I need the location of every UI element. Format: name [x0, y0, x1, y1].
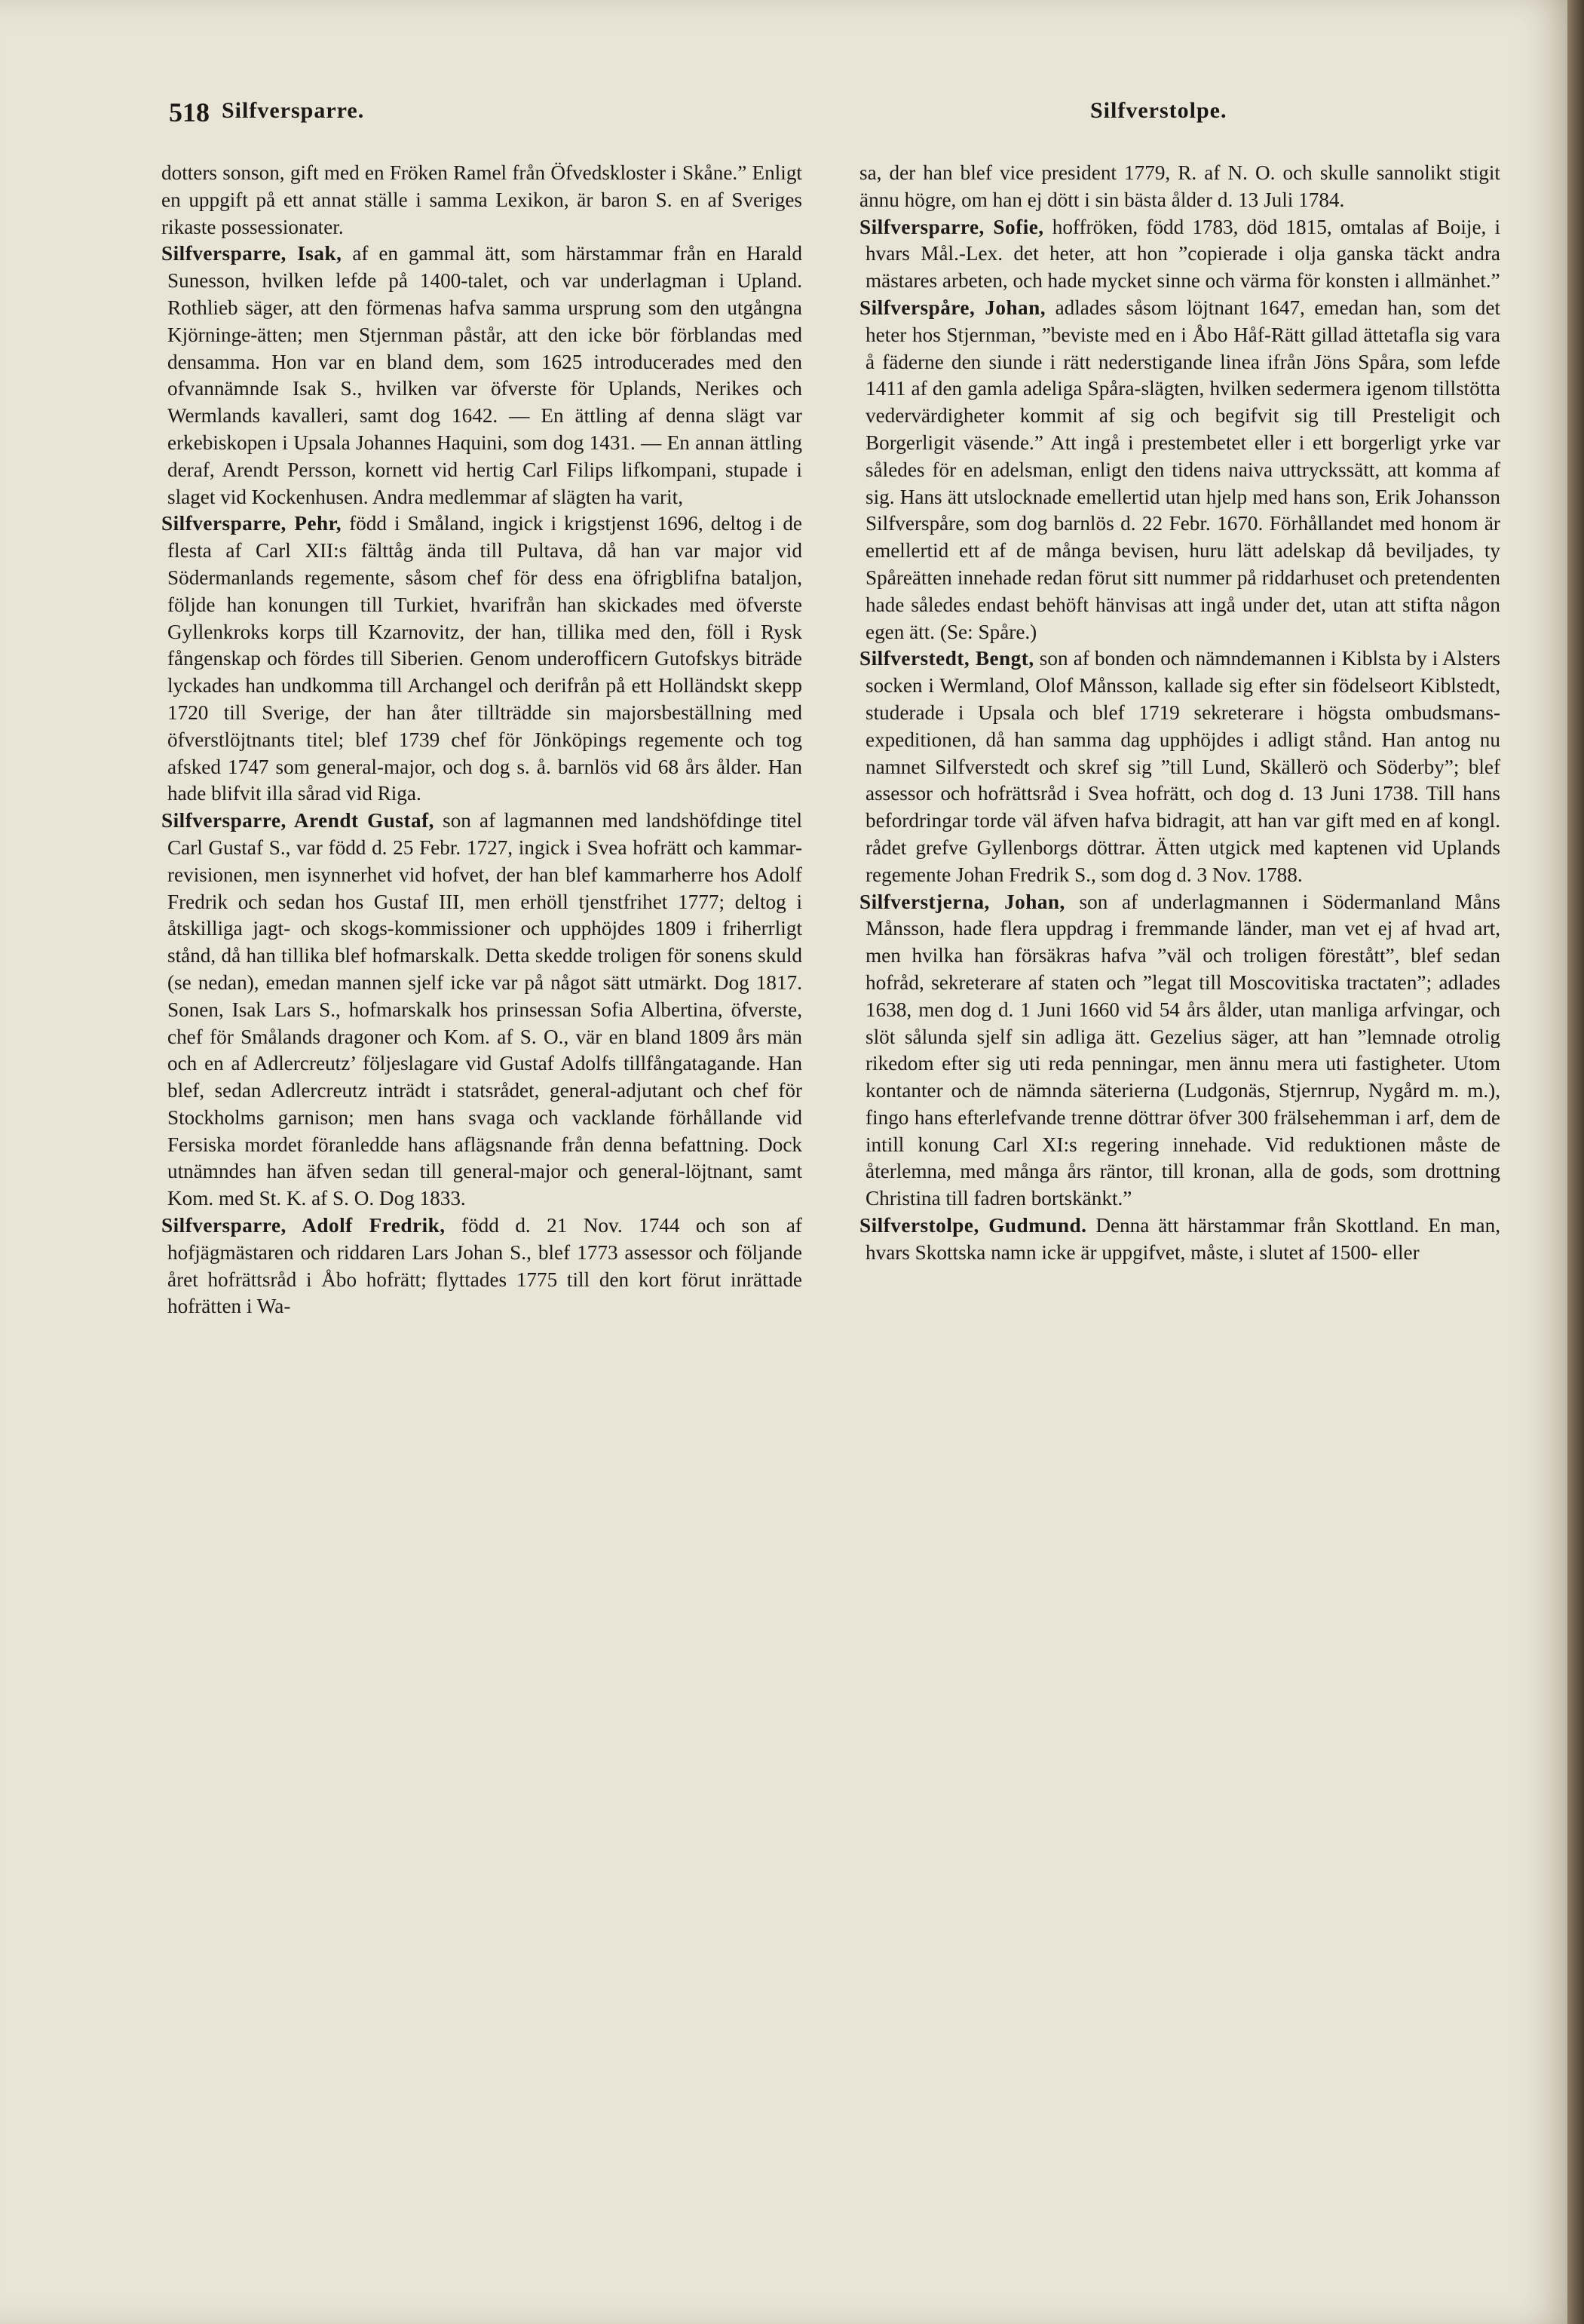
entry-headword: Silfversparre, Arendt Gustaf, — [161, 809, 434, 832]
book-spine-edge — [1567, 0, 1584, 2324]
entry-headword: Silfverstedt, Bengt, — [859, 647, 1034, 670]
page-header — [169, 97, 1517, 134]
page-number: 518 — [169, 97, 210, 127]
entry-text: son af bonden och nämndemannen i Kiblsta by i Alsters socken i Wermland, Olof Månsson, kallade sig efter sin födelseort Kiblstedt, studerade i Upsala och blef 1719 sekreterare i högsta ombudsmans-expeditionen, då han samma dag upphöjdes i adligt stånd. Han antog nu namnet Silfverstedt och skref sig ”till Lund, Skällerö och Söderby”; blef assessor och hofrättsråd i Svea hofrätt, och dog d. 13 Juni 1738. Till hans befordringar torde väl äfven hafva bidragit, att han var gift med en af kongl. rådet grefve Gyllenborgs döttrar. Ätten utgick med kaptenen vid Uplands regemente Johan Fredrik S., som dog d. 3 Nov. 1788. — [866, 647, 1500, 886]
entry-headword: Silfverstjerna, Johan, — [859, 890, 1065, 913]
entry-text: son af lagmannen med landshöfdinge titel Carl Gustaf S., var född d. 25 Febr. 1727, ingick i Svea hofrätt och kammar-revisionen, men isynnerhet vid hofvet, der han blef kammarherre hos Adolf Fredrik och sedan hos Gustaf III, men erhöll tjenstfrihet 1777; deltog i åtskilliga jagt- och skogs-kommissioner och upphöjdes 1809 i friherrligt stånd, då han tillika blef hofmarskalk. Detta skedde troligen för sonens skuld (se nedan), emedan mannen sjelf icke var på något sätt utmärkt. Dog 1817. Sonen, Isak Lars S., hofmarskalk hos prinsessan Sofia Albertina, öfverste, chef för Smålands dragoner och Kom. af S. O., vär en bland 1809 års män och en af Adlercreutz’ följeslagare vid Gustaf Adolfs tillfångatagande. Han blef, sedan Adlercreutz inträdt i statsrådet, general-adjutant och chef för Stockholms garnison; men hans svaga och vacklande förhållande vid Fersiska mordet föranledde hans aflägsnande från denna befattning. Dock utnämndes han äfven sedan till general-major och general-löjtnant, samt Kom. med St. K. af S. O. Dog 1833. — [167, 809, 803, 1210]
entry-headword: Silfversparre, Pehr, — [161, 512, 342, 535]
entry-text: hoffröken, född 1783, död 1815, omtalas af Boije, i hvars Mål.-Lex. det heter, att hon ”copierade i olja ganska täckt andra mästares arbeten, och hade mycket sinne och värma för konsten i allmänhet.” — [866, 215, 1500, 293]
entry-silfverstjerna-johan — [859, 889, 1500, 1213]
entry-silfverstolpe-gudmund — [859, 1213, 1500, 1267]
entry-silfverspare-johan — [859, 295, 1500, 645]
entry-text: Denna ätt härstammar från Skottland. En man, hvars Skottska namn icke är uppgifvet, måste, i slutet af 1500- eller — [866, 1214, 1501, 1264]
entry-headword: Silfversparre, Adolf Fredrik, — [161, 1214, 446, 1237]
entry-silfversparre-isak — [161, 241, 802, 510]
entry-silfversparre-sofie — [859, 214, 1500, 295]
running-head-left: Silfversparre. — [222, 98, 365, 123]
entry-silfversparre-arendt-gustaf — [161, 808, 802, 1213]
entry-continuation: sa, der han blef vice president 1779, R. af N. O. och skulle sannolikt stigit ännu högre, om han ej dött i sin bästa ålder d. 13 Juli 1784. — [859, 161, 1500, 211]
entry-headword: Silfverstolpe, Gudmund. — [859, 1214, 1087, 1237]
entry-text: af en gammal ätt, som härstammar från en Harald Sunesson, hvilken lefde på 1400-talet, och var underlagman i Upland. Rothlieb säger, att den förmenas hafva samma ursprung som den utgångna Kjörninge-ätten; men Stjernman påstår, att den icke bör förblandas med densamma. Hon var en bland dem, som 1625 introducerades med den ofvannämnde Isak S., hvilken var öfverste för Uplands, Nerikes och Wermlands kavalleri, samt dog 1642. — En ättling af denna slägt var erkebiskopen i Upsala Johannes Haquini, som dog 1431. — En annan ättling deraf, Arendt Persson, kornett vid hertig Carl Filips lifkompani, stupade i slaget vid Kockenhusen. Andra medlemmar af slägten ha varit, — [167, 242, 803, 508]
entry-text: född i Småland, ingick i krigstjenst 1696, deltog i de flesta af Carl XII:s fälttåg ända till Pultava, då han var major vid Södermanlands regemente, såsom chef för dess ena öfrigblifna bataljon, följde han konungen till Turkiet, hvarifrån han skickades med öfverste Gyllenkroks korps till Kzarnovitz, der han, tillika med den, föll i Rysk fångenskap och fördes till Siberien. Genom underofficern Gutofskys biträde lyckades han undkomma till Archangel och derifrån på ett Holländskt skepp 1720 till Sverige, der han åter tillträdde sin majorsbeställning med öfverstlöjtnants titel; blef 1739 chef för Jönköpings regemente och tog afsked 1747 som general-major, och dog s. å. barnlös vid 68 års ålder. Han hade blifvit illa sårad vid Riga. — [167, 512, 802, 805]
entry-headword: Silfversparre, Sofie, — [859, 215, 1044, 238]
entry-text: son af underlagmannen i Södermanland Måns Månsson, hade flera uppdrag i fremmande länder, man vet ej af hvad art, men hvilka han försäkras hafva ”väl och troligen förestått”, blef sedan hofråd, sekreterare af staten och ”legat till Moscovitiska tractaten”; adlades 1638, men dog d. 1 Juni 1660 vid 54 års ålder, utan manliga arfvingar, och slöt sålunda sjelf sin adliga ätt. Gezelius säger, att han ”lemnade otrolig rikedom efter sig uti reda penningar, men ännu mera uti fastigheter. Utom kontanter och de nämnda säterierna (Ludgonäs, Stjernrup, Nygård m. m.), fingo hans efterlefvande trenne döttrar öfver 300 frälsehemman i arf, dem de intill konung Carl XI:s regering innehade. Vid reduktionen måste de återlemna, med många års räntor, till kronan, alla de gods, som drottning Christina till fadren bortskänkt.” — [866, 890, 1500, 1210]
entry-text: adlades såsom löjtnant 1647, emedan han, som det heter hos Stjernman, ”beviste med en i Åbo Håf-Rätt gillad ättetafla sig vara å fäderne den siunde i rätt nederstigande linea ifrån Jöns Spåra, som lefde 1411 af den gamla adeliga Spåra-slägten, hvilken sedermera igenom tillstötta vedervärdigheter kommit af sig och begifvit sig till Presteligit och Borgerligit väsende.” Att ingå i prestembetet eller i ett borgerligt yrke var således för en adelsman, enligt den tidens naiva uttryckssätt, att komma af sig. Hans ätt utslocknade emellertid utan hjelp med hans son, Erik Johansson Silfverspåre, som dog barnlös d. 22 Febr. 1670. Förhållandet med honom är emellertid ett af de många bevisen, huru lätt adelskap då beviljades, ty Spåreätten innehade redan förut sitt nummer på riddarhuset och pretendenten hade således endast behöft hänvisas att ingå under det, utan att stifta någon egen ätt. (Se: Spåre.) — [866, 296, 1501, 643]
running-head-right: Silfverstolpe. — [1090, 98, 1227, 123]
entry-headword: Silfversparre, Isak, — [161, 242, 342, 265]
entry-silfverstedt-bengt — [859, 645, 1500, 888]
right-column — [859, 160, 1500, 1267]
entry-headword: Silfverspåre, Johan, — [859, 296, 1046, 319]
entry-silfversparre-pehr — [161, 510, 802, 808]
entry-text: född d. 21 Nov. 1744 och son af hofjägmästaren och riddaren Lars Johan S., blef 1773 assessor och följande året hofrättsråd i Åbo hofrätt; flyttades 1775 till den kort förut inrättade hofrätten i Wa- — [167, 1214, 802, 1318]
entry-silfversparre-adolf-fredrik — [161, 1213, 802, 1320]
left-column — [161, 160, 802, 1320]
entry-continuation: dotters sonson, gift med en Fröken Ramel från Öfvedskloster i Skåne.” Enligt en uppgift på ett annat ställe i samma Lexikon, är baron S. en af Sveriges rikaste possessionater. — [161, 161, 802, 238]
